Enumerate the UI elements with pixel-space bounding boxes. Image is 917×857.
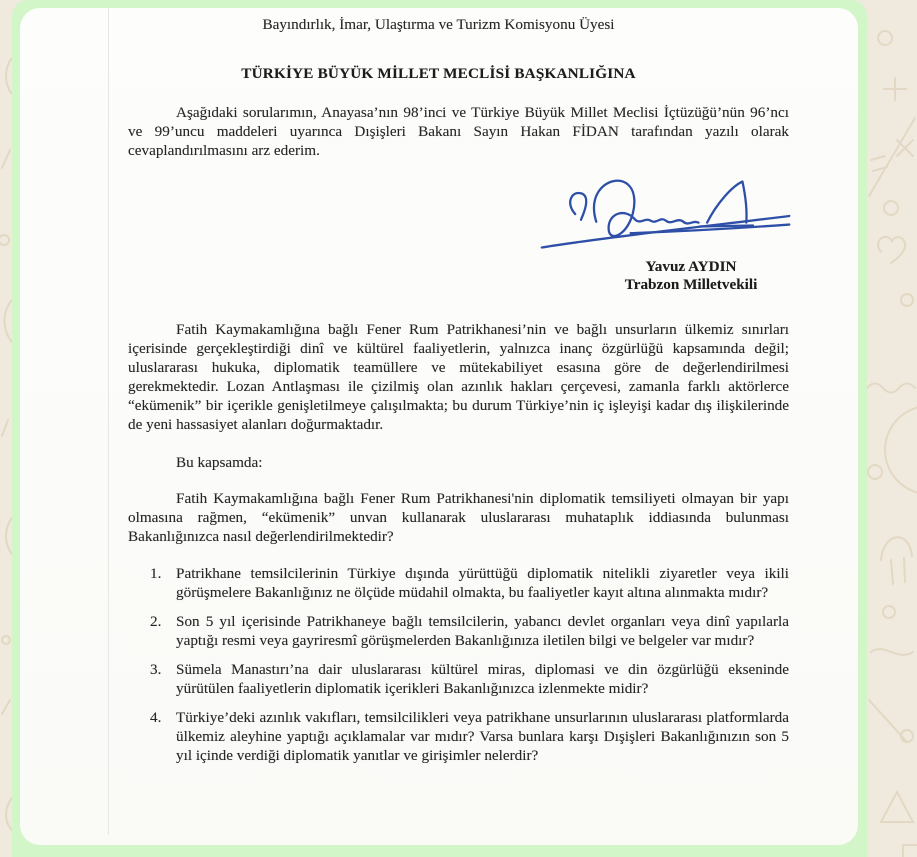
question-text: Türkiye’deki azınlık vakıfları, temsilcilikleri veya patrikhane unsurlarının uluslararası platformlarda ülkemiz aleyhine yaptığı açıklamalar var mıdır? Varsa bunlara karşı Dışişleri Bakanlığınızın son 5 yıl içinde verdiği diplomatik yanıtlar ve girişimler nelerdir? — [176, 709, 789, 764]
signer-identity — [601, 258, 781, 293]
document-page — [20, 8, 858, 845]
question-intro-paragraph: Fatih Kaymakamlığına bağlı Fener Rum Patrikhanesi'nin diplomatik temsiliyeti olmayan bir yapı olmasına rağmen, “ekümenik” unvan kullanarak uluslararası muhataplık iddiasında bulunması Bakanlığınızca nasıl değerlendirilmektedir? — [128, 490, 789, 545]
question-item — [128, 612, 789, 650]
question-text: Son 5 yıl içerisinde Patrikhaneye bağlı temsilcilerin, yabancı devlet organları veya dinî yapılarla yaptığı resmi veya gayriresmî görüşmelerden Bakanlığınıza iletilen bilgi ve belgeler var mıdır? — [176, 613, 789, 649]
question-text: Patrikhane temsilcilerinin Türkiye dışında yürüttüğü diplomatik nitelikli ziyaretler veya ikili görüşmelere Bakanlığınız ne ölçüde müdahil olmakta, bu faaliyetler kayıt altına alınmakta mıdır? — [176, 565, 789, 601]
question-item — [128, 660, 789, 698]
question-number: 1. — [150, 565, 162, 582]
question-list — [128, 564, 789, 765]
signer-name: Yavuz AYDIN — [645, 258, 737, 275]
assessment-paragraph: Fatih Kaymakamlığına bağlı Fener Rum Patrikhanesi’nin ve bağlı unsurların ülkemiz sınırları içerisinde gerçekleştirdiği dinî ve kültürel faaliyetlerin, yalnızca inanç özgürlüğü kapsamında değil; uluslararası hukuka, diplomatik teamüllere ve mütekabiliyet esasına göre de değerlendirilmesi gerekmektedir. Lozan Antlaşması ile çizilmiş olan azınlık hakları çerçevesi, zamanla farklı aktörlerce “ekümenik” bir içerikle genişletilmeye çalışılmakta; bu durum Türkiye’nin iç işleyişi kadar dış ilişkilerinde de yeni hassasiyet alanları doğurmaktadır. — [128, 321, 789, 433]
question-item — [128, 708, 789, 765]
signature-icon — [535, 172, 797, 258]
doodle-pattern-right — [867, 0, 917, 857]
signer-title: Trabzon Milletvekili — [624, 275, 758, 293]
scan-page-edge-line — [108, 8, 109, 835]
question-text: Sümela Manastırı’na dair uluslararası kültürel miras, diplomasi ve din özgürlüğü ekseninde yürütülen faaliyetlerin diplomatik içerikleri Bakanlığınızca izlenmekte midir? — [176, 661, 789, 697]
signature-block — [128, 172, 789, 293]
document-content — [128, 8, 789, 775]
question-item — [128, 564, 789, 602]
intro-paragraph: Aşağıdaki sorularımın, Anayasa’nın 98’inci ve Türkiye Büyük Millet Meclisi İçtüzüğü’nün 96’ncı ve 99’uncu maddeleri uyarınca Dışişleri Bakanı Sayın Hakan FİDAN tarafından yazılı olarak cevaplandırılmasını arz ederim. — [128, 104, 789, 159]
committee-line: Bayındırlık, İmar, Ulaştırma ve Turizm Komisyonu Üyesi — [262, 16, 615, 33]
scope-line: Bu kapsamda: — [176, 454, 263, 471]
question-number: 3. — [150, 661, 162, 678]
image-frame — [12, 0, 867, 857]
document-title: TÜRKİYE BÜYÜK MİLLET MECLİSİ BAŞKANLIĞINA — [241, 65, 636, 82]
question-number: 2. — [150, 613, 162, 630]
question-number: 4. — [150, 709, 162, 726]
